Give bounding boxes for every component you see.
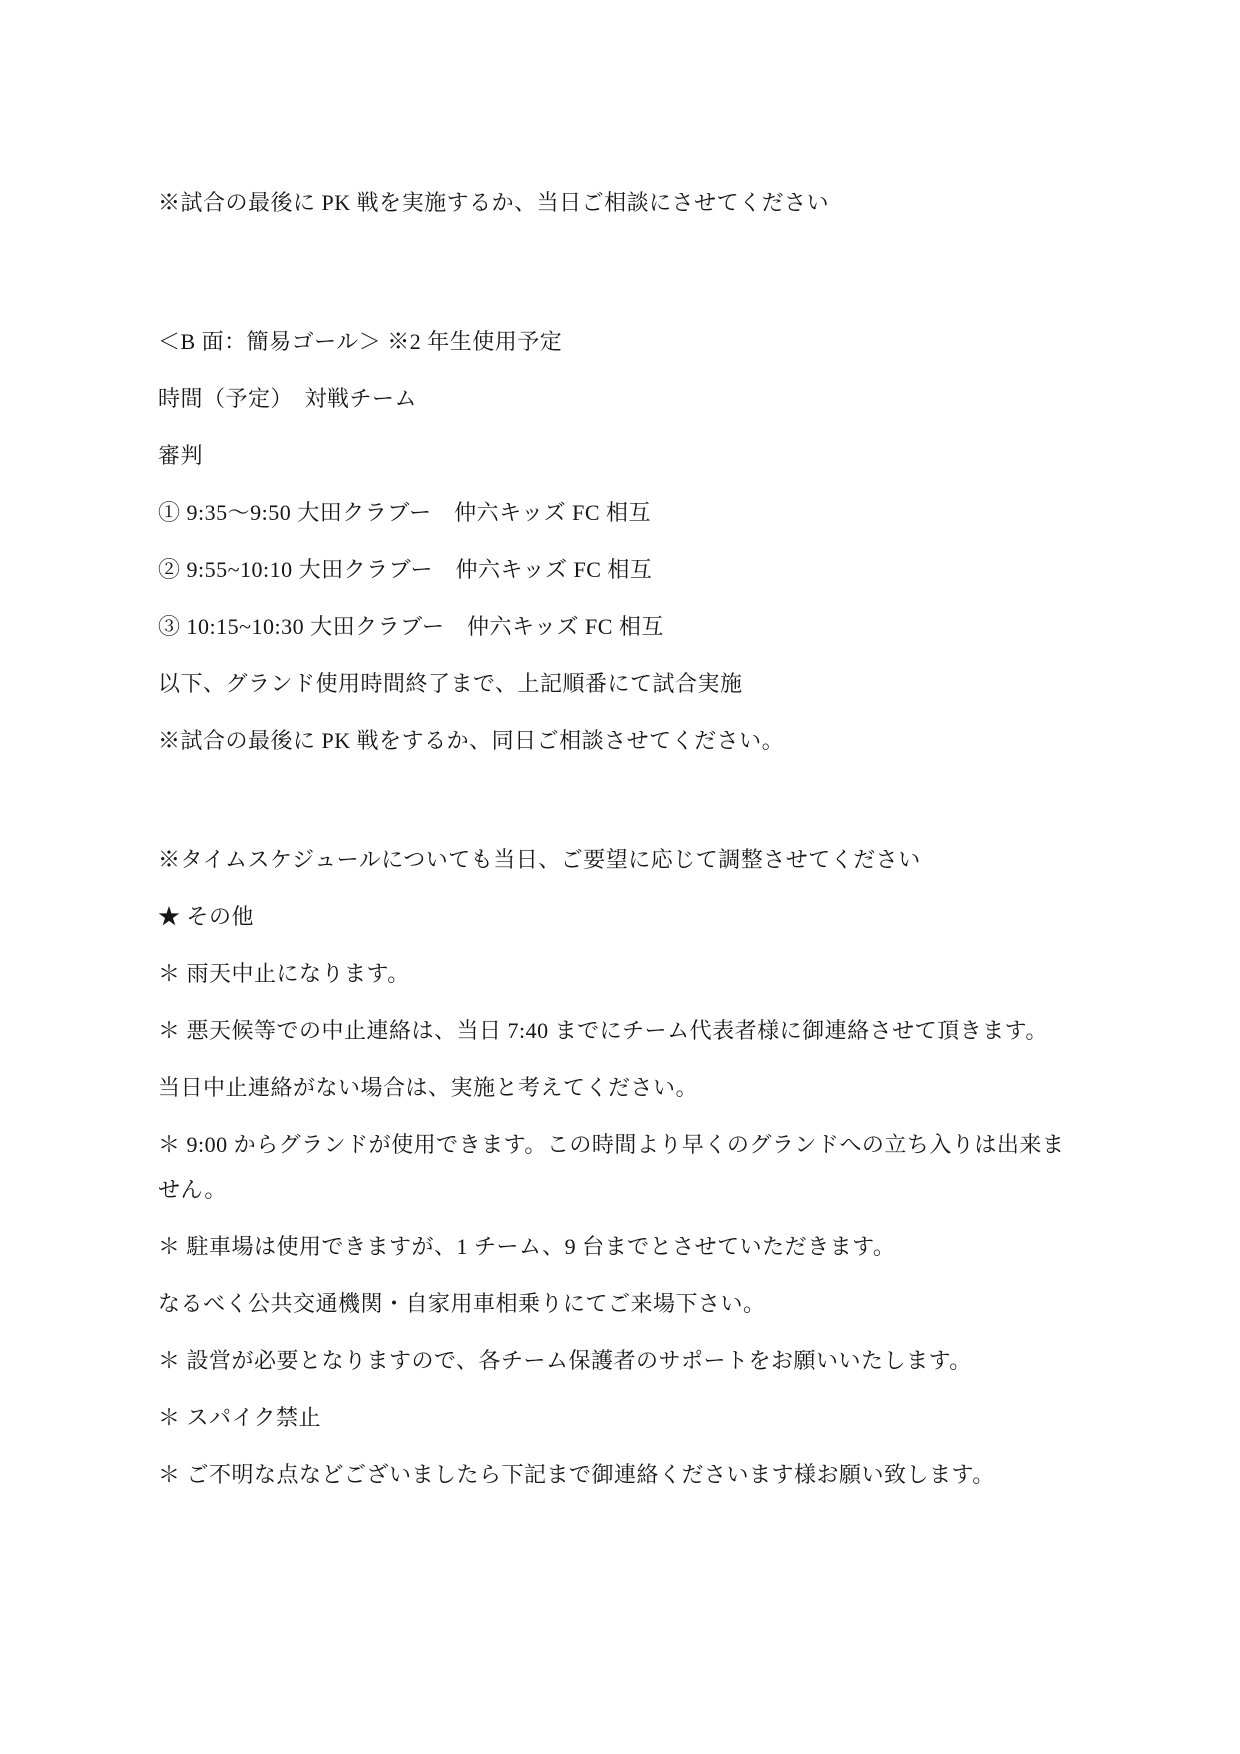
note-no-contact-means-on: 当日中止連絡がない場合は、実施と考えてください。 (158, 1075, 699, 1100)
column-header-time-teams: 時間（予定） 対戦チーム (158, 386, 418, 411)
match-1: ① 9:35〜9:50 大田クラブー 仲六キッズ FC 相互 (158, 500, 652, 525)
note-schedule-adjust: ※タイムスケジュールについても当日、ご要望に応じて調整させてください (158, 847, 921, 872)
note-contact-below: ＊ ご不明な点などございましたら下記まで御連絡くださいます様お願い致します。 (158, 1462, 995, 1487)
note-rain-cancel: ＊ 雨天中止になります。 (158, 961, 410, 986)
document-body (158, 180, 1100, 1509)
blank-gap (158, 775, 1100, 837)
section-heading-others: ★ その他 (158, 904, 255, 929)
note-continue-order: 以下、グランド使用時間終了まで、上記順番にて試合実施 (158, 671, 743, 696)
note-public-transport: なるべく公共交通機関・自家用車相乗りにてご来場下さい。 (158, 1291, 766, 1316)
note-cancel-contact: ＊ 悪天候等での中止連絡は、当日 7:40 までにチーム代表者様に御連絡させて頂きます。 (158, 1018, 1048, 1043)
note-pk-consult-b: ※試合の最後に PK 戦をするか、同日ご相談させてください。 (158, 728, 785, 753)
note-setup-support: ＊ 設営が必要となりますので、各チーム保護者のサポートをお願いいたします。 (158, 1348, 972, 1373)
blank-gap (158, 237, 1100, 319)
section-heading-b-side: ＜B 面：簡易ゴール＞ ※2 年生使用予定 (158, 329, 563, 354)
note-no-spikes: ＊ スパイク禁止 (158, 1405, 322, 1430)
note-ground-open-line2: せん。 (158, 1177, 227, 1202)
match-3: ③ 10:15~10:30 大田クラブー 仲六キッズ FC 相互 (158, 614, 664, 639)
note-ground-open-line1: ＊ 9:00 からグランドが使用できます。この時間より早くのグランドへの立ち入りは出来ま (158, 1132, 1065, 1157)
column-header-referee: 審判 (158, 443, 204, 468)
note-parking: ＊ 駐車場は使用できますが、1 チーム、9 台までとさせていただきます。 (158, 1234, 896, 1259)
note-pk-consult-a: ※試合の最後に PK 戦を実施するか、当日ご相談にさせてください (158, 190, 830, 215)
match-2: ② 9:55~10:10 大田クラブー 仲六キッズ FC 相互 (158, 557, 653, 582)
